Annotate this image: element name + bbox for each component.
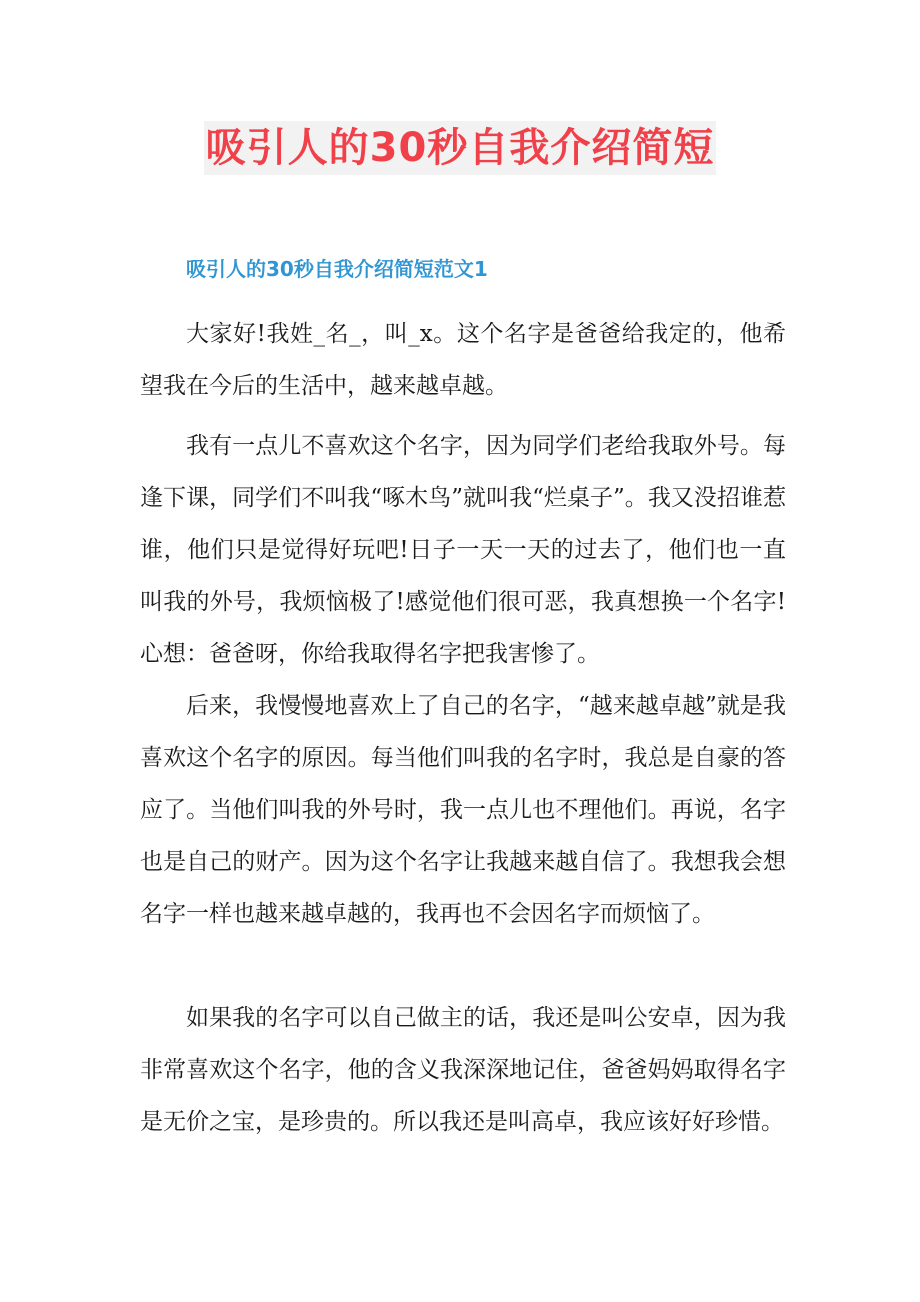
section-heading: 吸引人的30秒自我介绍简短范文1 — [186, 257, 488, 281]
paragraph-1: 大家好!我姓_名_，叫_x。这个名字是爸爸给我定的，他希望我在今后的生活中，越来越卓越。 — [140, 321, 786, 399]
paragraph-3: 后来，我慢慢地喜欢上了自己的名字，“越来越卓越”就是我喜欢这个名字的原因。每当他们叫我的名字时，我总是自豪的答应了。当他们叫我的外号时，我一点儿也不理他们。再说，名字也是自己的财产。因为这个名字让我越来越自信了。我想我会想名字一样也越来越卓越的，我再也不会因名字而烦恼了。 — [140, 693, 786, 927]
document-title — [0, 120, 920, 176]
paragraph-2: 我有一点儿不喜欢这个名字，因为同学们老给我取外号。每逢下课，同学们不叫我“啄木鸟”就叫我“烂桌子”。我又没招谁惹谁，他们只是觉得好玩吧!日子一天一天的过去了，他们也一直叫我的外号，我烦恼极了!感觉他们很可恶，我真想换一个名字!心想：爸爸呀，你给我取得名字把我害惨了。 — [140, 433, 786, 667]
document-title-text: 吸引人的30秒自我介绍简短 — [204, 121, 717, 175]
paragraph-4: 如果我的名字可以自己做主的话，我还是叫公安卓，因为我非常喜欢这个名字，他的含义我深深地记住，爸爸妈妈取得名字是无价之宝，是珍贵的。所以我还是叫高卓，我应该好好珍惜。 — [140, 1005, 786, 1135]
